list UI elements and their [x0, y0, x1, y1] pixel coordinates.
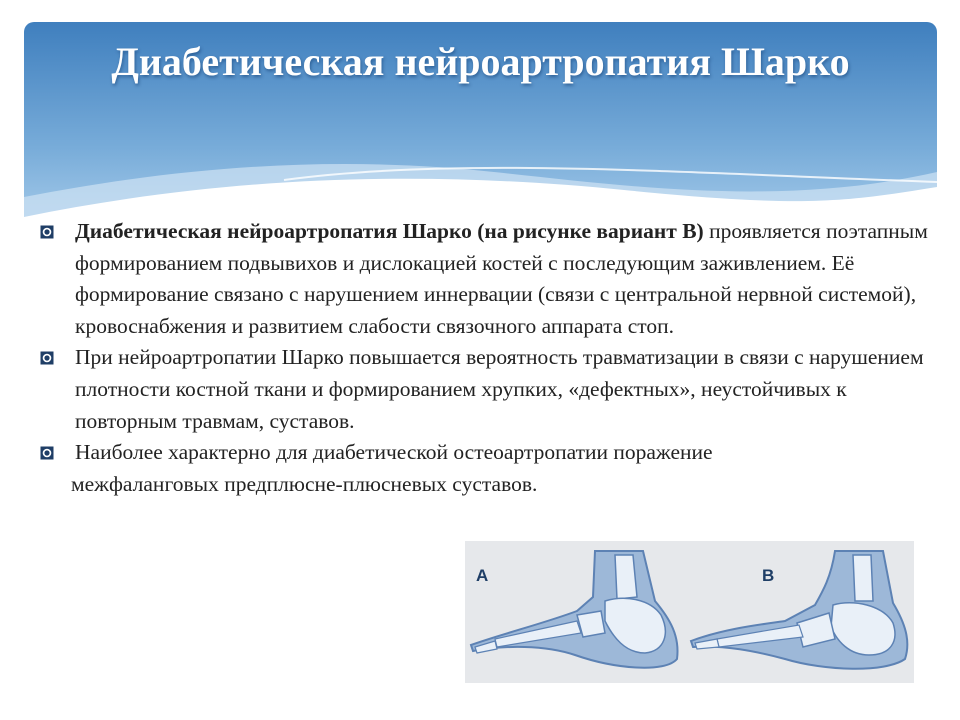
bullet-text: При нейроартропатии Шарко повышается вероятность травматизации в связи с нарушением плотности костной ткани и формированием хрупких, «дефектных», неустойчивых к повторным травмам, суставов.	[75, 345, 924, 433]
list-item	[40, 437, 930, 500]
bullet-lead: Диабетическая нейроартропатия Шарко (на рисунке вариант В)	[75, 219, 704, 243]
bullet-text: Наиболее характерно для диабетической остеоартропатии поражение	[75, 440, 713, 465]
figure-label-b: B	[762, 566, 775, 585]
foot-illustration	[465, 541, 914, 683]
foot-a-drawing	[471, 551, 678, 668]
bullet-icon	[40, 225, 54, 239]
slide-title: Диабетическая нейроартропатия Шарко	[111, 39, 850, 84]
bullet-icon	[40, 446, 54, 460]
foot-diagram	[465, 541, 914, 683]
list-item	[40, 342, 930, 437]
foot-b-drawing	[691, 551, 907, 669]
bullet-text-continuation: межфаланговых предплюсне-плюсневых суставов.	[71, 471, 538, 496]
list-item	[40, 216, 930, 342]
bullet-list	[40, 216, 930, 500]
bullet-text: проявляется поэтапным формированием подвывихов и дислокацией костей с последующим заживлением. Её формирование связано с нарушением иннервации (связи с центральной нервной системой), кровоснабжения и развитием слабости связочного аппарата стоп.	[75, 219, 928, 338]
figure-label-a: A	[476, 566, 489, 585]
bullet-icon	[40, 351, 54, 365]
